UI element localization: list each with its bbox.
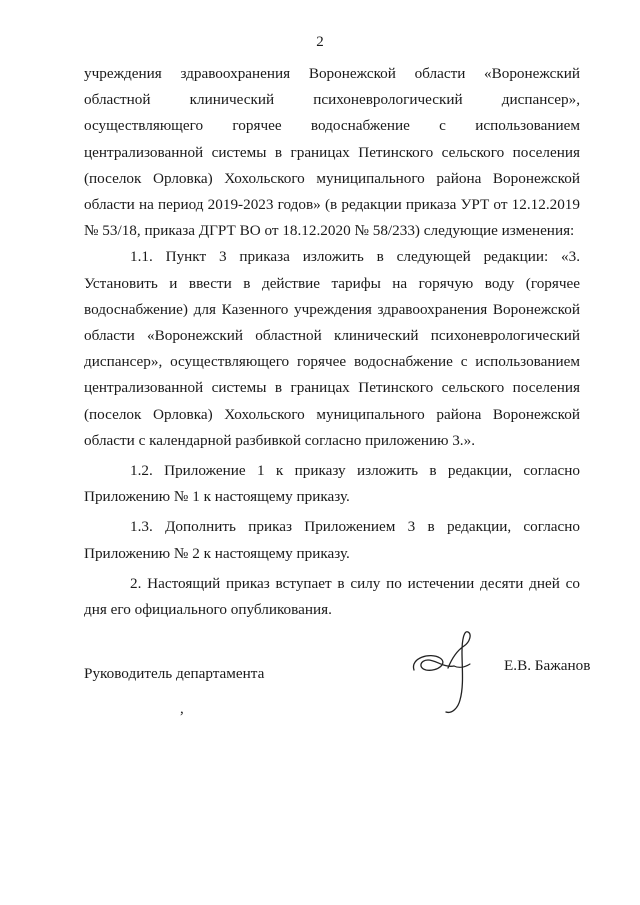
signatory-title: Руководитель департамента bbox=[84, 665, 265, 682]
paragraph-item-1-2: 1.2. Приложение 1 к приказу изложить в редакции, согласно Приложению № 1 к настоящему приказу. bbox=[84, 462, 580, 506]
paragraph-item-2: 2. Настоящий приказ вступает в силу по истечении десяти дней со дня его официального опубликования. bbox=[84, 574, 580, 619]
document-body bbox=[84, 61, 580, 623]
signatory-name: Е.В. Бажанов bbox=[504, 657, 591, 674]
handwritten-signature bbox=[408, 628, 498, 718]
paragraph-item-1-1: 1.1. Пункт 3 приказа изложить в следующей редакции: «3. Установить и ввести в действие тарифы на горячую воду (горячее водоснабжение) для Казенного учреждения здравоохранения Воронежской области «Воронежский областной клинический психоневрологический диспансер», осуществляющего горячее водоснабжение с использованием централизованной системы в границах Петинского сельского поселения (поселок Орловка) Хохольского муниципального района Воронежской области с календарной разбивкой согласно приложению 3.». bbox=[84, 248, 580, 449]
stray-mark: , bbox=[180, 701, 184, 717]
signature-block bbox=[84, 650, 591, 730]
paragraph-continuation: учреждения здравоохранения Воронежской области «Воронежский областной клинический психоневрологический диспансер», осуществляющего горячее водоснабжение с использованием централизованной системы в границах Петинского сельского поселения (поселок Орловка) Хохольского муниципального района Воронежской области на период 2019-2023 годов» (в редакции приказа УРТ от 12.12.2019 № 53/18, приказа ДГРТ ВО от 18.12.2020 № 58/233) следующие изменения: bbox=[84, 65, 580, 240]
paragraph-item-1-3: 1.3. Дополнить приказ Приложением 3 в редакции, согласно Приложению № 2 к настоящему приказу. bbox=[84, 518, 580, 562]
page-number: 2 bbox=[316, 34, 324, 50]
